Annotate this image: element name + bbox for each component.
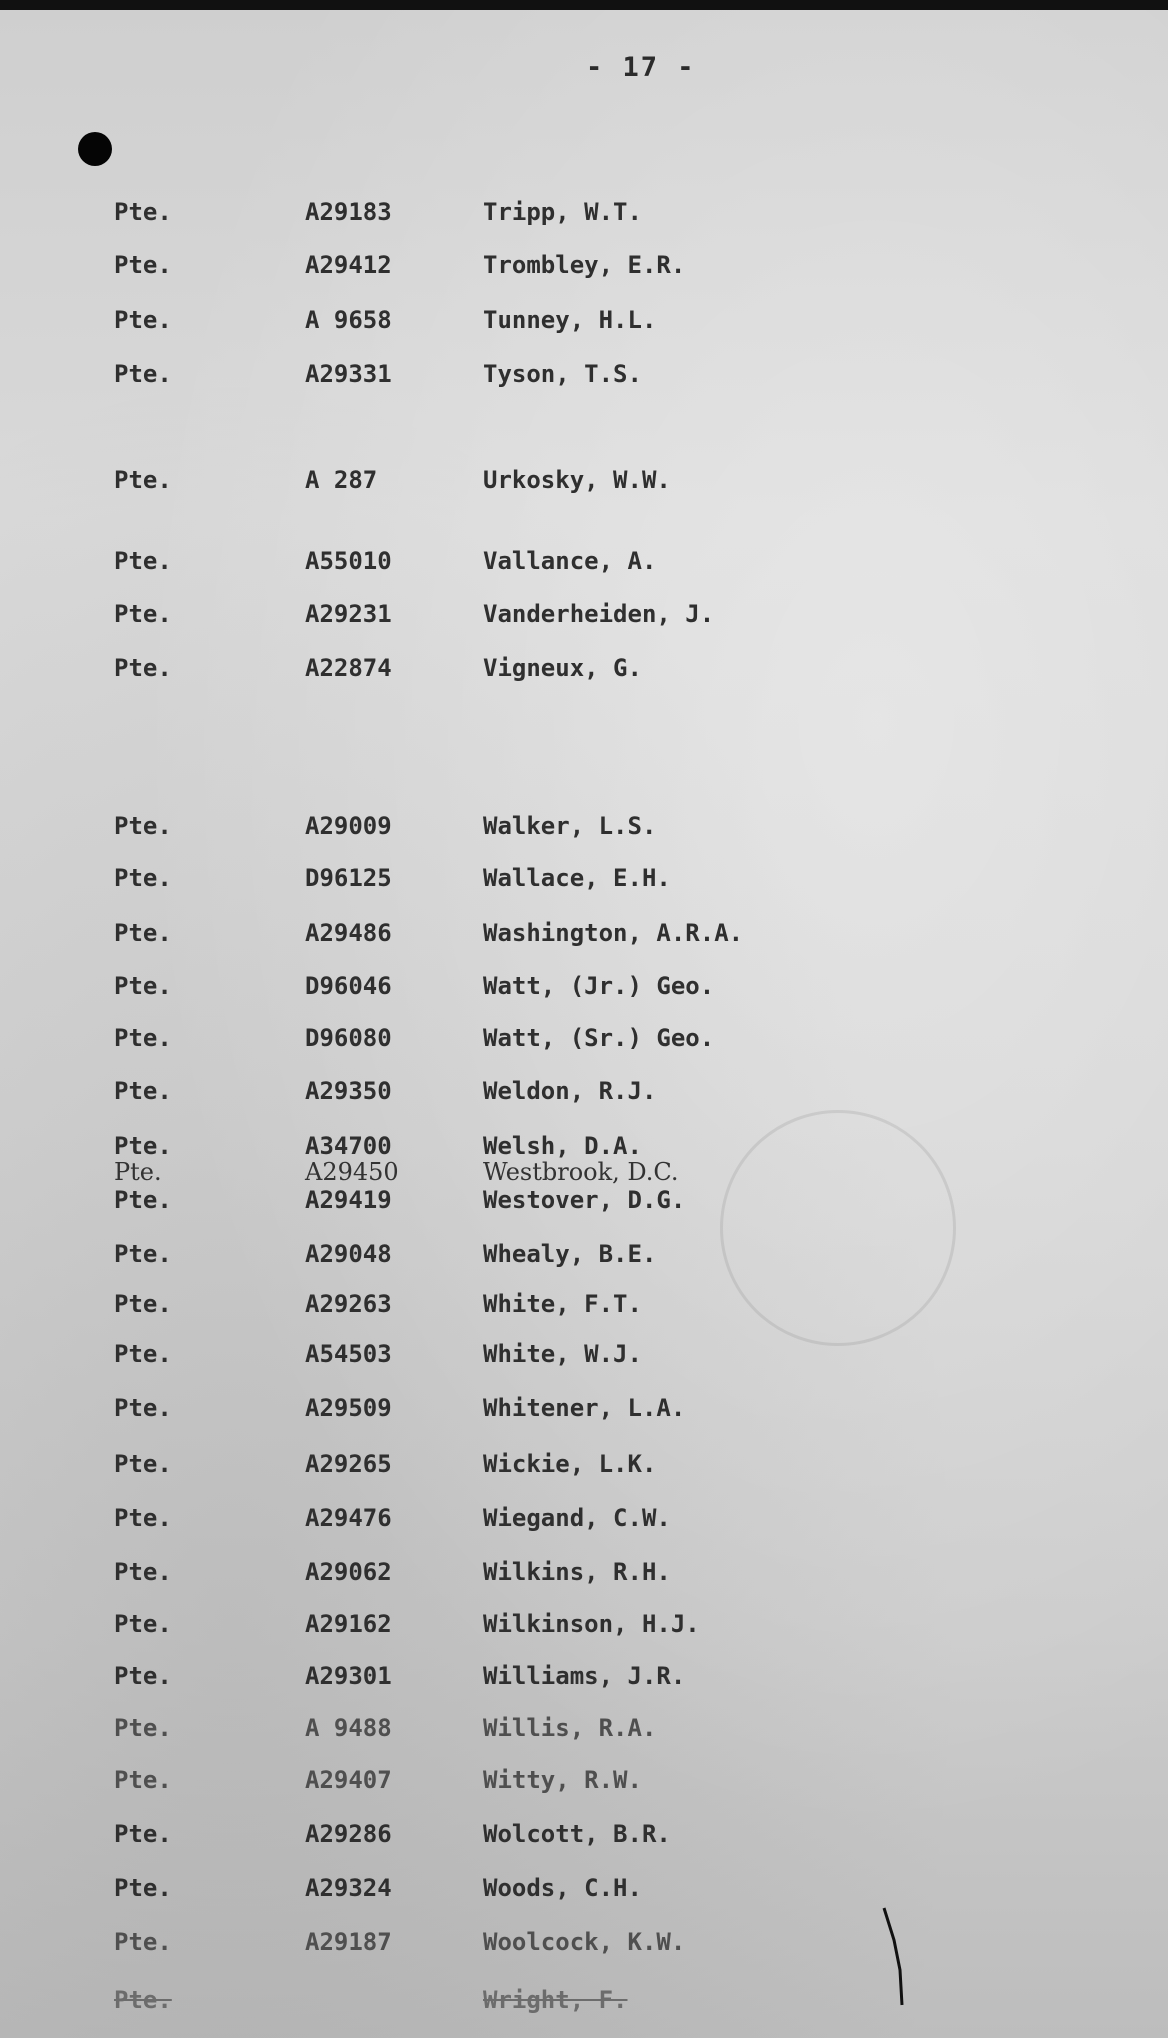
page-number: - 17 - — [586, 52, 696, 83]
service-number-cell: D96046 — [305, 972, 392, 1000]
rank-cell: Pte. — [114, 1077, 172, 1105]
name-cell: Watt, (Sr.) Geo. — [483, 1024, 715, 1052]
table-row — [0, 1928, 1168, 1960]
document-page — [0, 10, 1168, 2038]
name-cell: Whitener, L.A. — [483, 1394, 686, 1422]
handwritten-tick-mark — [880, 1900, 920, 2010]
table-row — [0, 1240, 1168, 1272]
name-cell: Williams, J.R. — [483, 1662, 686, 1690]
table-row — [0, 1986, 1168, 2018]
service-number-cell: A29419 — [305, 1186, 392, 1214]
name-cell: Tripp, W.T. — [483, 198, 642, 226]
service-number-cell: D96080 — [305, 1024, 392, 1052]
service-number-cell: A29263 — [305, 1290, 392, 1318]
name-cell: Wiegand, C.W. — [483, 1504, 671, 1532]
service-number-cell: A29412 — [305, 251, 392, 279]
service-number-cell: A29187 — [305, 1928, 392, 1956]
rank-cell: Pte. — [114, 1504, 172, 1532]
service-number-cell: A22874 — [305, 654, 392, 682]
name-cell: Wilkins, R.H. — [483, 1558, 671, 1586]
name-cell: Wolcott, B.R. — [483, 1820, 671, 1848]
rank-cell: Pte. — [114, 1158, 162, 1186]
name-cell: Vallance, A. — [483, 547, 657, 575]
table-row — [0, 1504, 1168, 1536]
rank-cell: Pte. — [114, 1240, 172, 1268]
service-number-cell: A29231 — [305, 600, 392, 628]
name-cell: Watt, (Jr.) Geo. — [483, 972, 715, 1000]
rank-cell: Pte. — [114, 1874, 172, 1902]
punch-hole — [78, 132, 112, 166]
name-cell: Welsh, D.A. — [483, 1132, 642, 1160]
table-row — [0, 360, 1168, 392]
scan-top-border — [0, 0, 1168, 10]
name-cell: Westbrook, D.C. — [483, 1158, 679, 1186]
service-number-cell: A29009 — [305, 812, 392, 840]
name-cell: White, W.J. — [483, 1340, 642, 1368]
name-cell: Woods, C.H. — [483, 1874, 642, 1902]
service-number-cell: A29265 — [305, 1450, 392, 1478]
name-cell: Weldon, R.J. — [483, 1077, 657, 1105]
table-row — [0, 251, 1168, 283]
rank-cell: Pte. — [114, 1186, 172, 1214]
name-cell: Vigneux, G. — [483, 654, 642, 682]
rank-cell: Pte. — [114, 1766, 172, 1794]
rank-cell: Pte. — [114, 547, 172, 575]
rank-cell: Pte. — [114, 251, 172, 279]
table-row — [0, 1874, 1168, 1906]
table-row — [0, 547, 1168, 579]
table-row — [0, 812, 1168, 844]
rank-cell: Pte. — [114, 1290, 172, 1318]
name-cell: Wickie, L.K. — [483, 1450, 657, 1478]
name-cell: Tunney, H.L. — [483, 306, 657, 334]
service-number-cell: A29407 — [305, 1766, 392, 1794]
rank-cell: Pte. — [114, 600, 172, 628]
service-number-cell: A34700 — [305, 1132, 392, 1160]
rank-cell: Pte. — [114, 1450, 172, 1478]
rank-cell: Pte. — [114, 1610, 172, 1638]
name-cell: Witty, R.W. — [483, 1766, 642, 1794]
rank-cell: Pte. — [114, 1394, 172, 1422]
service-number-cell: A29183 — [305, 198, 392, 226]
service-number-cell: A 9488 — [305, 1714, 392, 1742]
rank-cell: Pte. — [114, 1986, 172, 2014]
name-cell: Wilkinson, H.J. — [483, 1610, 700, 1638]
service-number-cell: A29450 — [305, 1158, 399, 1186]
name-cell: Whealy, B.E. — [483, 1240, 657, 1268]
name-cell: Vanderheiden, J. — [483, 600, 715, 628]
name-cell: Willis, R.A. — [483, 1714, 657, 1742]
rank-cell: Pte. — [114, 306, 172, 334]
rank-cell: Pte. — [114, 972, 172, 1000]
rank-cell: Pte. — [114, 1662, 172, 1690]
service-number-cell: A29062 — [305, 1558, 392, 1586]
rank-cell: Pte. — [114, 1558, 172, 1586]
service-number-cell: A29286 — [305, 1820, 392, 1848]
table-row — [0, 198, 1168, 230]
table-row — [0, 1662, 1168, 1694]
service-number-cell: A29509 — [305, 1394, 392, 1422]
rank-cell: Pte. — [114, 360, 172, 388]
rank-cell: Pte. — [114, 1132, 172, 1160]
name-cell: Woolcock, K.W. — [483, 1928, 686, 1956]
table-row — [0, 1024, 1168, 1056]
table-row — [0, 1558, 1168, 1590]
table-row — [0, 972, 1168, 1004]
table-row — [0, 1714, 1168, 1746]
service-number-cell: A29331 — [305, 360, 392, 388]
service-number-cell: A29476 — [305, 1504, 392, 1532]
service-number-cell: A29486 — [305, 919, 392, 947]
name-cell: Urkosky, W.W. — [483, 466, 671, 494]
table-row — [0, 1186, 1168, 1218]
table-row — [0, 1340, 1168, 1372]
service-number-cell: A29301 — [305, 1662, 392, 1690]
service-number-cell: A29048 — [305, 1240, 392, 1268]
table-row — [0, 1610, 1168, 1642]
table-row — [0, 1766, 1168, 1798]
rank-cell: Pte. — [114, 919, 172, 947]
rank-cell: Pte. — [114, 1024, 172, 1052]
table-row — [0, 1394, 1168, 1426]
table-row — [0, 1290, 1168, 1322]
table-row — [0, 466, 1168, 498]
service-number-cell: A54503 — [305, 1340, 392, 1368]
service-number-cell: A29350 — [305, 1077, 392, 1105]
table-row — [0, 1450, 1168, 1482]
table-row — [0, 654, 1168, 686]
table-row — [0, 1077, 1168, 1109]
name-cell: Trombley, E.R. — [483, 251, 686, 279]
table-row — [0, 306, 1168, 338]
service-number-cell: A29324 — [305, 1874, 392, 1902]
table-row — [0, 919, 1168, 951]
name-cell: Washington, A.R.A. — [483, 919, 744, 947]
rank-cell: Pte. — [114, 1714, 172, 1742]
rank-cell: Pte. — [114, 466, 172, 494]
service-number-cell: A55010 — [305, 547, 392, 575]
name-cell: Westover, D.G. — [483, 1186, 686, 1214]
name-cell: Wallace, E.H. — [483, 864, 671, 892]
table-row — [0, 864, 1168, 896]
rank-cell: Pte. — [114, 1928, 172, 1956]
rank-cell: Pte. — [114, 812, 172, 840]
rank-cell: Pte. — [114, 198, 172, 226]
service-number-cell: A29162 — [305, 1610, 392, 1638]
rank-cell: Pte. — [114, 1340, 172, 1368]
name-cell: Wright, F. — [483, 1986, 628, 2014]
service-number-cell: A 9658 — [305, 306, 392, 334]
name-cell: Walker, L.S. — [483, 812, 657, 840]
table-row — [0, 600, 1168, 632]
rank-cell: Pte. — [114, 1820, 172, 1848]
table-row — [0, 1820, 1168, 1852]
name-cell: White, F.T. — [483, 1290, 642, 1318]
rank-cell: Pte. — [114, 864, 172, 892]
service-number-cell: A 287 — [305, 466, 378, 494]
name-cell: Tyson, T.S. — [483, 360, 642, 388]
service-number-cell: D96125 — [305, 864, 392, 892]
rank-cell: Pte. — [114, 654, 172, 682]
